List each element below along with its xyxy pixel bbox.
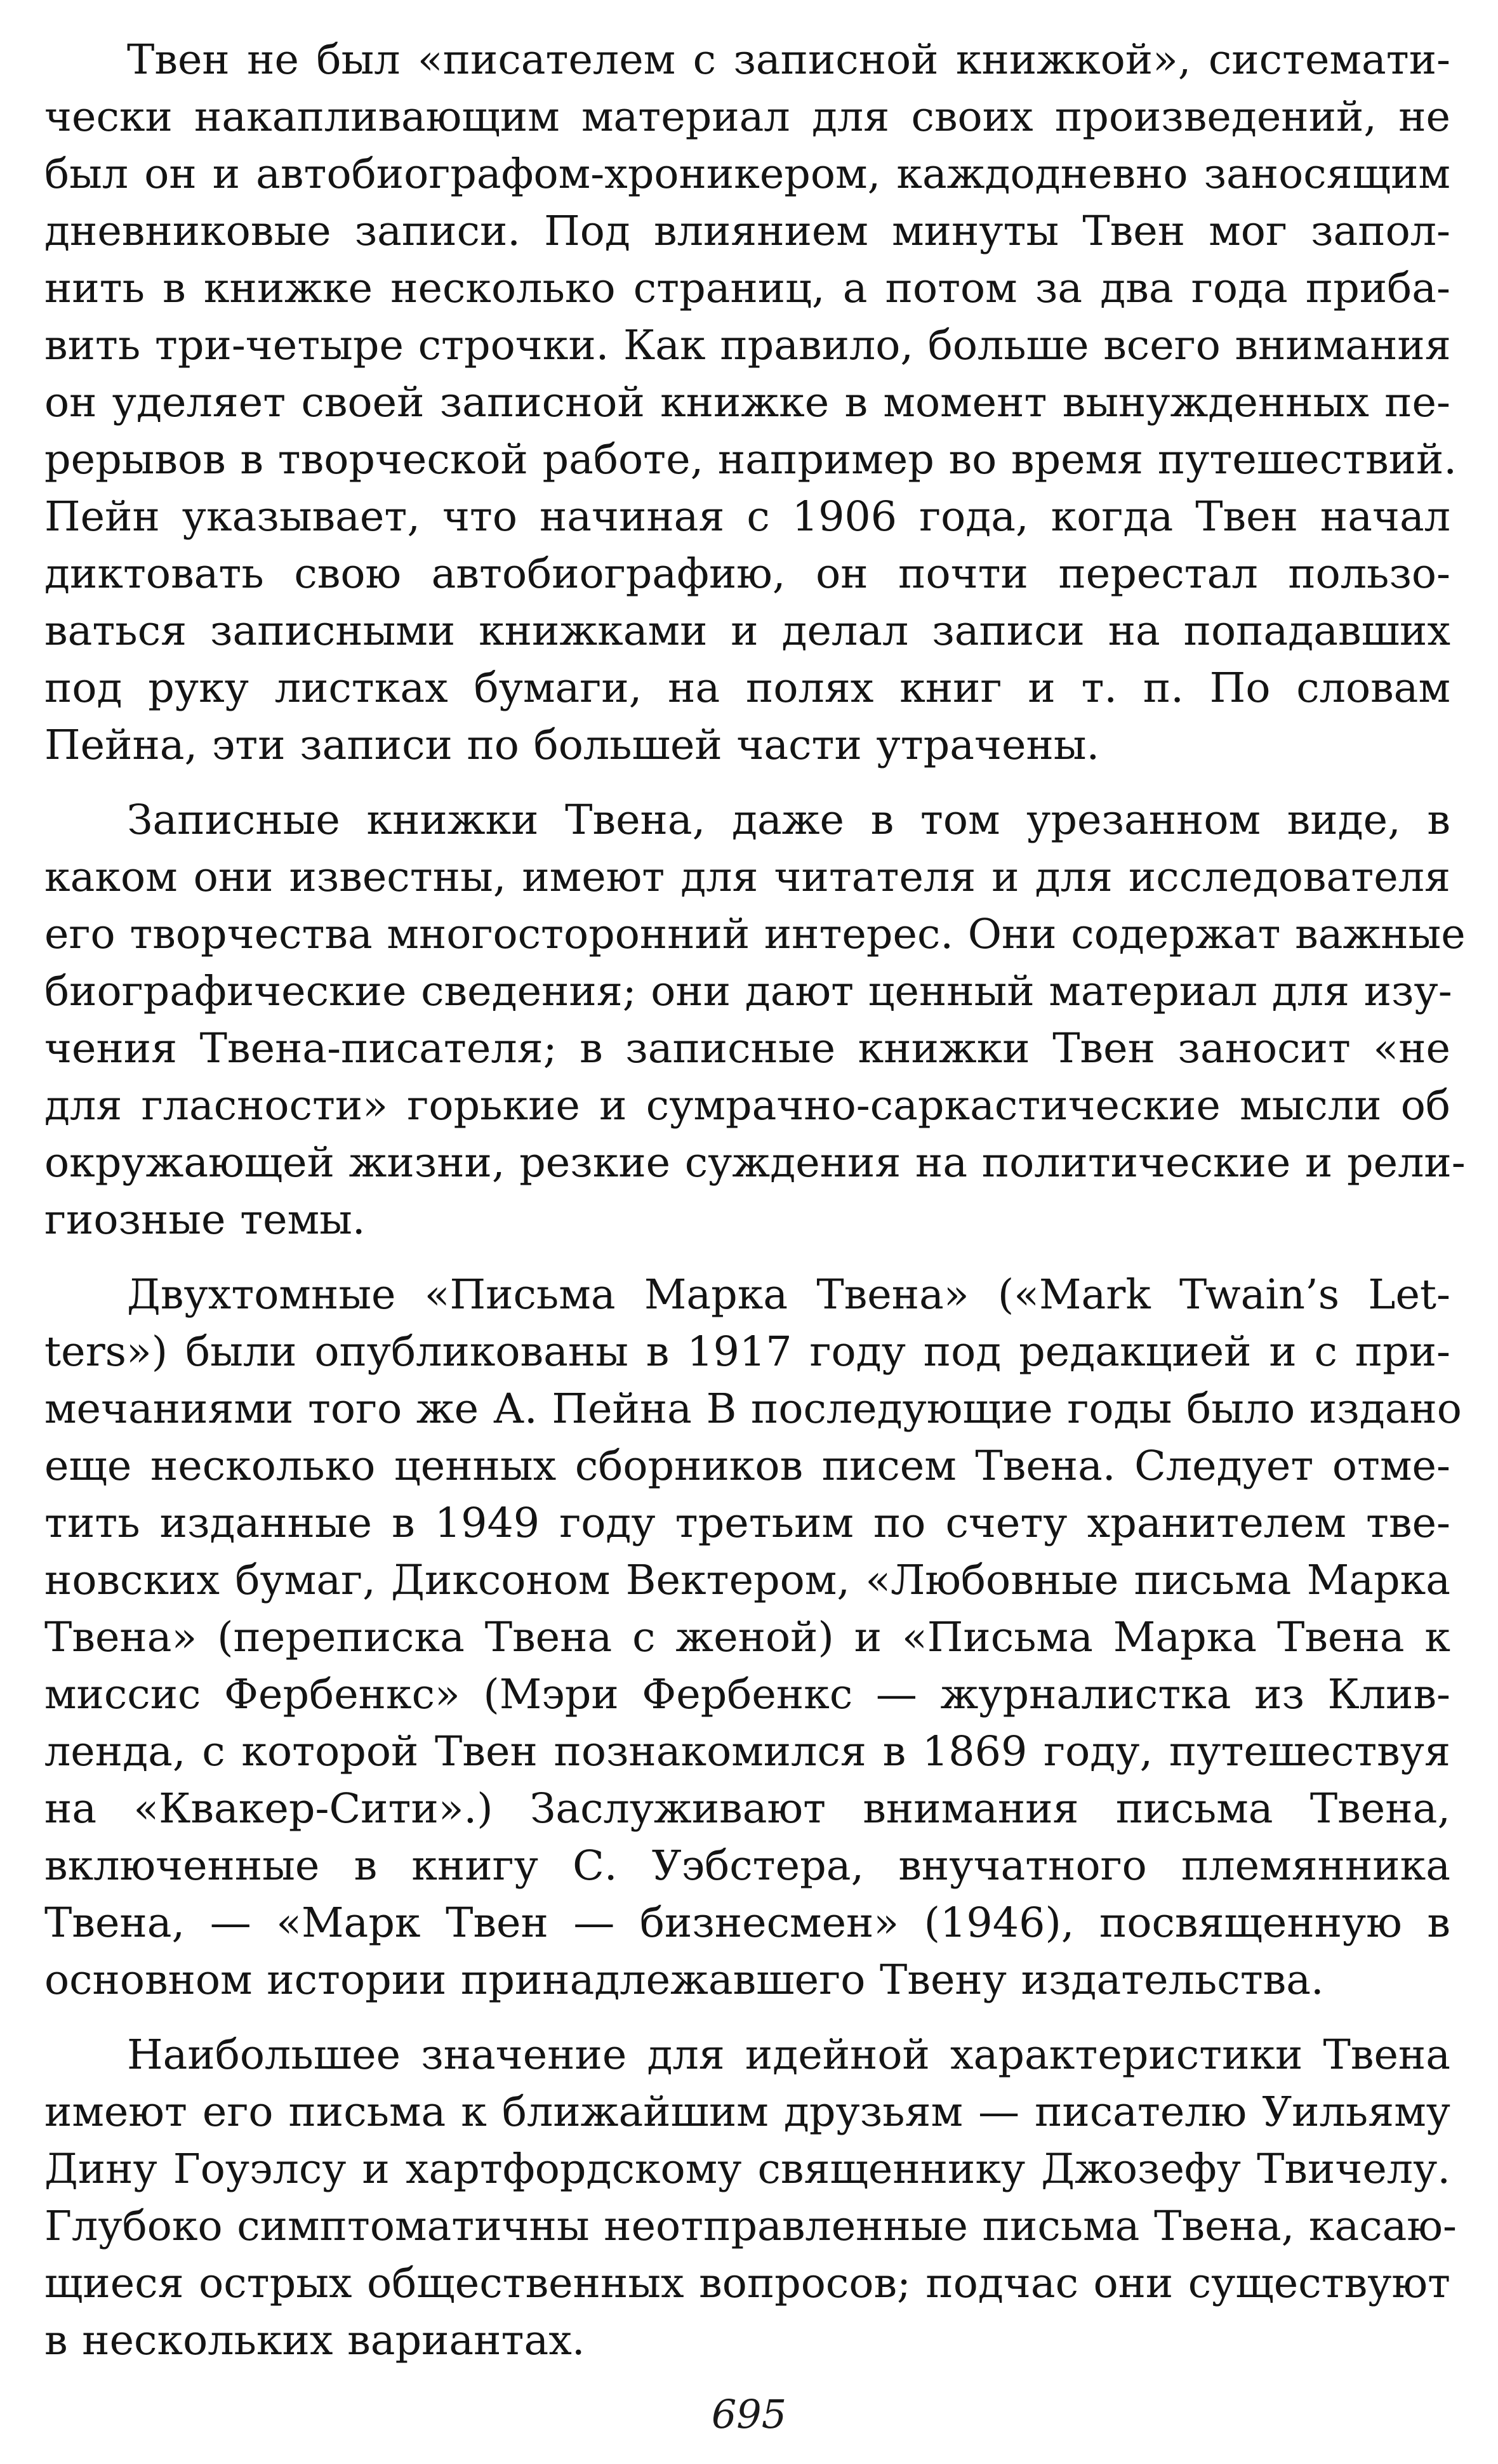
text-line: ters») были опубликованы в 1917 году под редакцией и с при-: [44, 1328, 1450, 1376]
text-line: щиеся острых общественных вопросов; подчас они существуют: [44, 2260, 1450, 2307]
text-line: окружающей жизни, резкие суждения на политические и рели-: [44, 1139, 1466, 1187]
text-line: он уделяет своей записной книжке в момент вынужденных пе-: [44, 379, 1450, 426]
text-line: его творчества многосторонний интерес. Они содержат важные: [44, 911, 1466, 958]
text-line: Твена, — «Марк Твен — бизнесмен» (1946), посвященную в: [44, 1899, 1450, 1947]
text-line: биографические сведения; они дают ценный материал для изу-: [44, 968, 1452, 1015]
text-line: ленда, с которой Твен познакомился в 1869 году, путешествуя: [44, 1728, 1450, 1776]
text-line: Двухтомные «Письма Марка Твена» («Mark Twain’s Let-: [127, 1271, 1450, 1319]
text-line: тить изданные в 1949 году третьим по счету хранителем тве-: [44, 1499, 1450, 1547]
text-line: Пейн указывает, что начиная с 1906 года, когда Твен начал: [44, 493, 1450, 541]
text-line: дневниковые записи. Под влиянием минуты Твен мог запол-: [44, 208, 1450, 255]
paragraph-gap: [44, 2009, 1450, 2027]
text-line: рерывов в творческой работе, например во время путешествий.: [44, 436, 1457, 484]
text-line: под руку листках бумаги, на полях книг и т. п. По словам: [44, 664, 1450, 712]
text-line: новских бумаг, Диксоном Вектером, «Любовные письма Марка: [44, 1557, 1450, 1604]
text-line: имеют его письма к ближайшим друзьям — писателю Уильяму: [44, 2088, 1450, 2136]
text-line: миссис Фербенкс» (Мэри Фербенкс — журналистка из Клив-: [44, 1671, 1450, 1718]
text-line: Твен не был «писателем с записной книжкой», системати-: [127, 36, 1450, 84]
book-page: [44, 32, 1466, 2369]
page-text: [44, 32, 1466, 2369]
text-line: Глубоко симптоматичны неотправленные письма Твена, касаю-: [44, 2203, 1457, 2250]
text-line: на «Квакер-Сити».) Заслуживают внимания письма Твена,: [44, 1785, 1450, 1833]
text-line: мечаниями того же А. Пейна В последующие годы было издано: [44, 1385, 1462, 1433]
text-line: Записные книжки Твена, даже в том урезанном виде, в: [127, 796, 1450, 844]
paragraph-gap: [44, 774, 1450, 792]
text-line: включенные в книгу С. Уэбстера, внучатного племянника: [44, 1842, 1450, 1890]
text-line: каком они известны, имеют для читателя и для исследователя: [44, 853, 1450, 901]
text-line: в нескольких вариантах.: [44, 2317, 585, 2364]
text-line: чения Твена-писателя; в записные книжки Твен заносит «не: [44, 1025, 1450, 1072]
text-line: Пейна, эти записи по большей части утрачены.: [44, 721, 1100, 769]
paragraph-gap: [44, 1249, 1450, 1267]
text-line: чески накапливающим материал для своих произведений, не: [44, 93, 1450, 141]
text-line: диктовать свою автобиографию, он почти перестал пользо-: [44, 550, 1450, 598]
page-number: 695: [711, 2391, 787, 2437]
text-line: вить три-четыре строчки. Как правило, больше всего внимания: [44, 322, 1451, 369]
text-line: гиозные темы.: [44, 1196, 366, 1244]
text-line: основном истории принадлежавшего Твену издательства.: [44, 1956, 1324, 2004]
text-line: был он и автобиографом-хроникером, каждодневно заносящим: [44, 150, 1450, 198]
text-line: Дину Гоуэлсу и хартфордскому священнику Джозефу Твичелу.: [44, 2145, 1450, 2193]
text-line: Твена» (переписка Твена с женой) и «Письма Марка Твена к: [44, 1614, 1450, 1661]
text-line: еще несколько ценных сборников писем Твена. Следует отме-: [44, 1442, 1450, 1490]
text-line: ваться записными книжками и делал записи на попадавших: [44, 607, 1450, 655]
text-line: нить в книжке несколько страниц, а потом за два года приба-: [44, 265, 1450, 312]
text-line: Наибольшее значение для идейной характеристики Твена: [127, 2031, 1450, 2079]
text-line: для гласности» горькие и сумрачно-саркастические мысли об: [44, 1082, 1450, 1130]
